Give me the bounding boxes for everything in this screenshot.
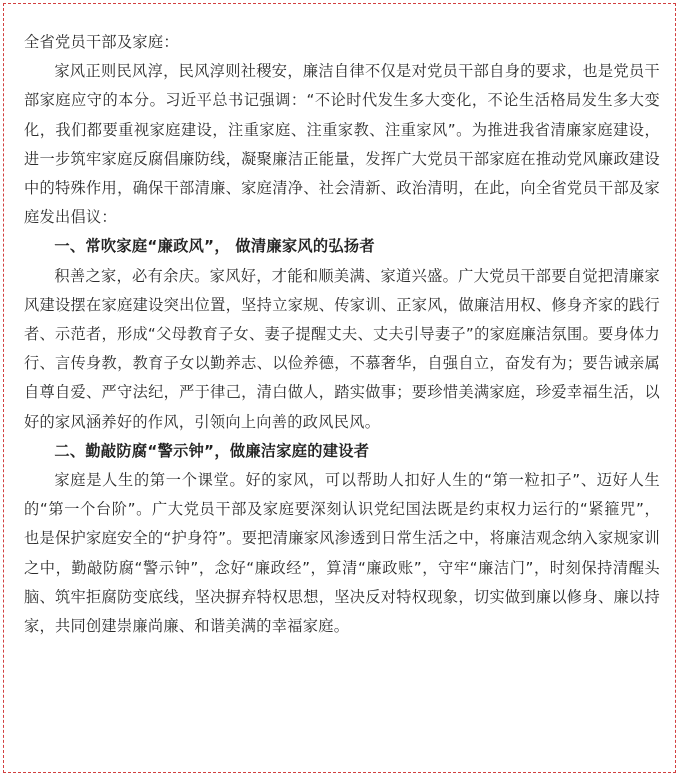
document-body <box>24 28 660 641</box>
section-heading-2: 二、勤敲防腐“警示钟”，做廉洁家庭的建设者 <box>54 441 370 460</box>
section-body-2: 家庭是人生的第一个课堂。好的家风，可以帮助人扣好人生的“第一粒扣子”、迈好人生的“第一个台阶”。广大党员干部及家庭要深刻认识党纪国法既是约束权力运行的“紧箍咒”，也是保护家庭安全的“护身符”。要把清廉家风渗透到日常生活之中，将廉洁观念纳入家规家训之中，勤敲防腐“警示钟”，念好“廉政经”，算清“廉政账”，守牢“廉洁门”，时刻保持清醒头脑、筑牢拒腐防变底线，坚决摒弃特权思想，坚决反对特权现象，切实做到廉以修身、廉以持家，共同创建崇廉尚廉、和谐美满的幸福家庭。 <box>24 471 660 636</box>
section-body-1: 积善之家，必有余庆。家风好，才能和顺美满、家道兴盛。广大党员干部要自觉把清廉家风建设摆在家庭建设突出位置，坚持立家规、传家训、正家风，做廉洁用权、修身齐家的践行者、示范者，形成“父母教育子女、妻子提醒丈夫、丈夫引导妻子”的家庭廉洁氛围。要身体力行、言传身教，教育子女以勤养志、以俭养德，不慕奢华，自强自立，奋发有为；要告诫亲属自尊自爱、严守法纪，严于律己，清白做人，踏实做事；要珍惜美满家庭，珍爱幸福生活，以好的家风涵养好的作风，引领向上向善的政风民风。 <box>24 266 660 431</box>
salutation: 全省党员干部及家庭： <box>24 33 179 51</box>
intro-paragraph: 家风正则民风淳，民风淳则社稷安，廉洁自律不仅是对党员干部自身的要求，也是党员干部家庭应守的本分。习近平总书记强调：“不论时代发生多大变化，不论生活格局发生多大变化，我们都要重视家庭建设，注重家庭、注重家教、注重家风”。为推进我省清廉家庭建设，进一步筑牢家庭反腐倡廉防线，凝聚廉洁正能量，发挥广大党员干部家庭在推动党风廉政建设中的特殊作用，确保干部清廉、家庭清净、社会清新、政治清明，在此，向全省党员干部及家庭发出倡议： <box>24 62 660 227</box>
section-heading-1: 一、常吹家庭“廉政风”， 做清廉家风的弘扬者 <box>54 237 375 256</box>
